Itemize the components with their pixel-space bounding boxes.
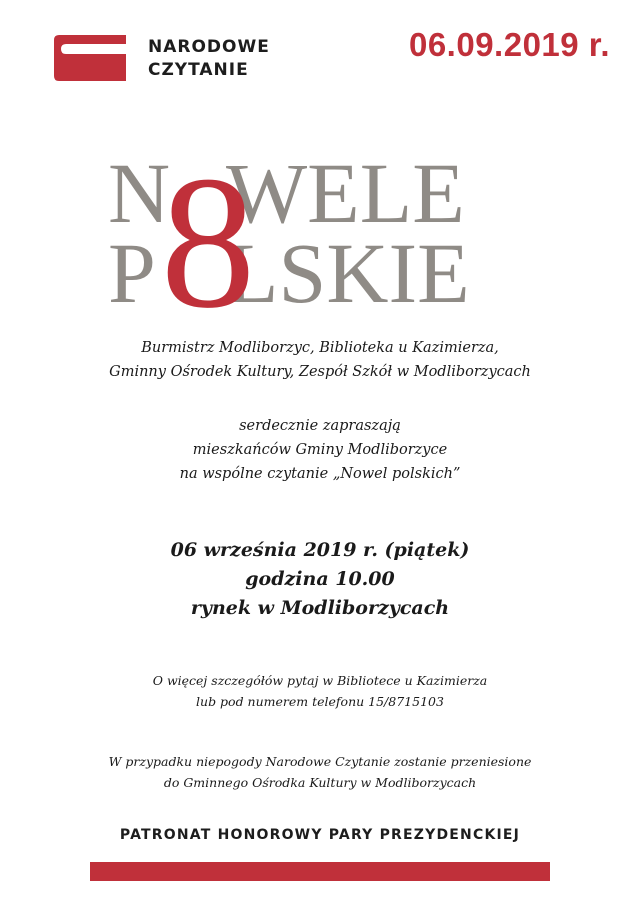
organizers-line-2: Gminny Ośrodek Kultury, Zespół Szkół w Modliborzycach — [109, 364, 531, 380]
title-line2-right: LSKIE — [226, 225, 470, 310]
narodowe-czytanie-logo — [52, 34, 302, 82]
bottom-red-bar — [90, 862, 550, 881]
event-details-block — [0, 536, 640, 623]
event-place: rynek w Modliborzycach — [190, 597, 450, 619]
logo-line-1: NARODOWE — [148, 37, 270, 57]
info-line-2: lub pod numerem telefonu 15/8715103 — [196, 694, 444, 709]
invitation-line-2: mieszkańców Gminy Modliborzyce — [192, 442, 448, 458]
event-date-header: 06.09.2019 r. — [408, 26, 610, 63]
weather-line-1: W przypadku niepogody Narodowe Czytanie zostanie przeniesione — [108, 754, 532, 769]
invitation-block — [0, 414, 640, 486]
title-graphic — [108, 150, 538, 310]
invitation-line-1: serdecznie zapraszają — [239, 418, 401, 434]
title-line2-left: P — [108, 225, 156, 310]
book-icon — [52, 34, 130, 82]
weather-line-2: do Gminnego Ośrodka Kultury w Modliborzycach — [163, 775, 477, 790]
info-block — [0, 670, 640, 712]
title-line1-left: N — [108, 150, 171, 241]
title-line1-right: WELE — [226, 150, 465, 241]
invitation-line-3: na wspólne czytanie „Nowel polskich” — [179, 466, 461, 482]
organizers-block — [0, 336, 640, 384]
logo-wordmark — [148, 36, 270, 82]
title-numeral-eight: 8 — [160, 150, 256, 310]
weather-note-block — [0, 751, 640, 793]
event-time: godzina 10.00 — [245, 568, 395, 590]
logo-line-2: CZYTANIE — [148, 60, 249, 80]
patronage-text: PATRONAT HONOROWY PARY PREZYDENCKIEJ — [119, 827, 521, 843]
organizers-line-1: Burmistrz Modliborzyc, Biblioteka u Kazimierza, — [141, 340, 499, 356]
info-line-1: O więcej szczegółów pytaj w Bibliotece u Kazimierza — [152, 673, 488, 688]
event-date: 06 września 2019 r. (piątek) — [170, 539, 470, 561]
